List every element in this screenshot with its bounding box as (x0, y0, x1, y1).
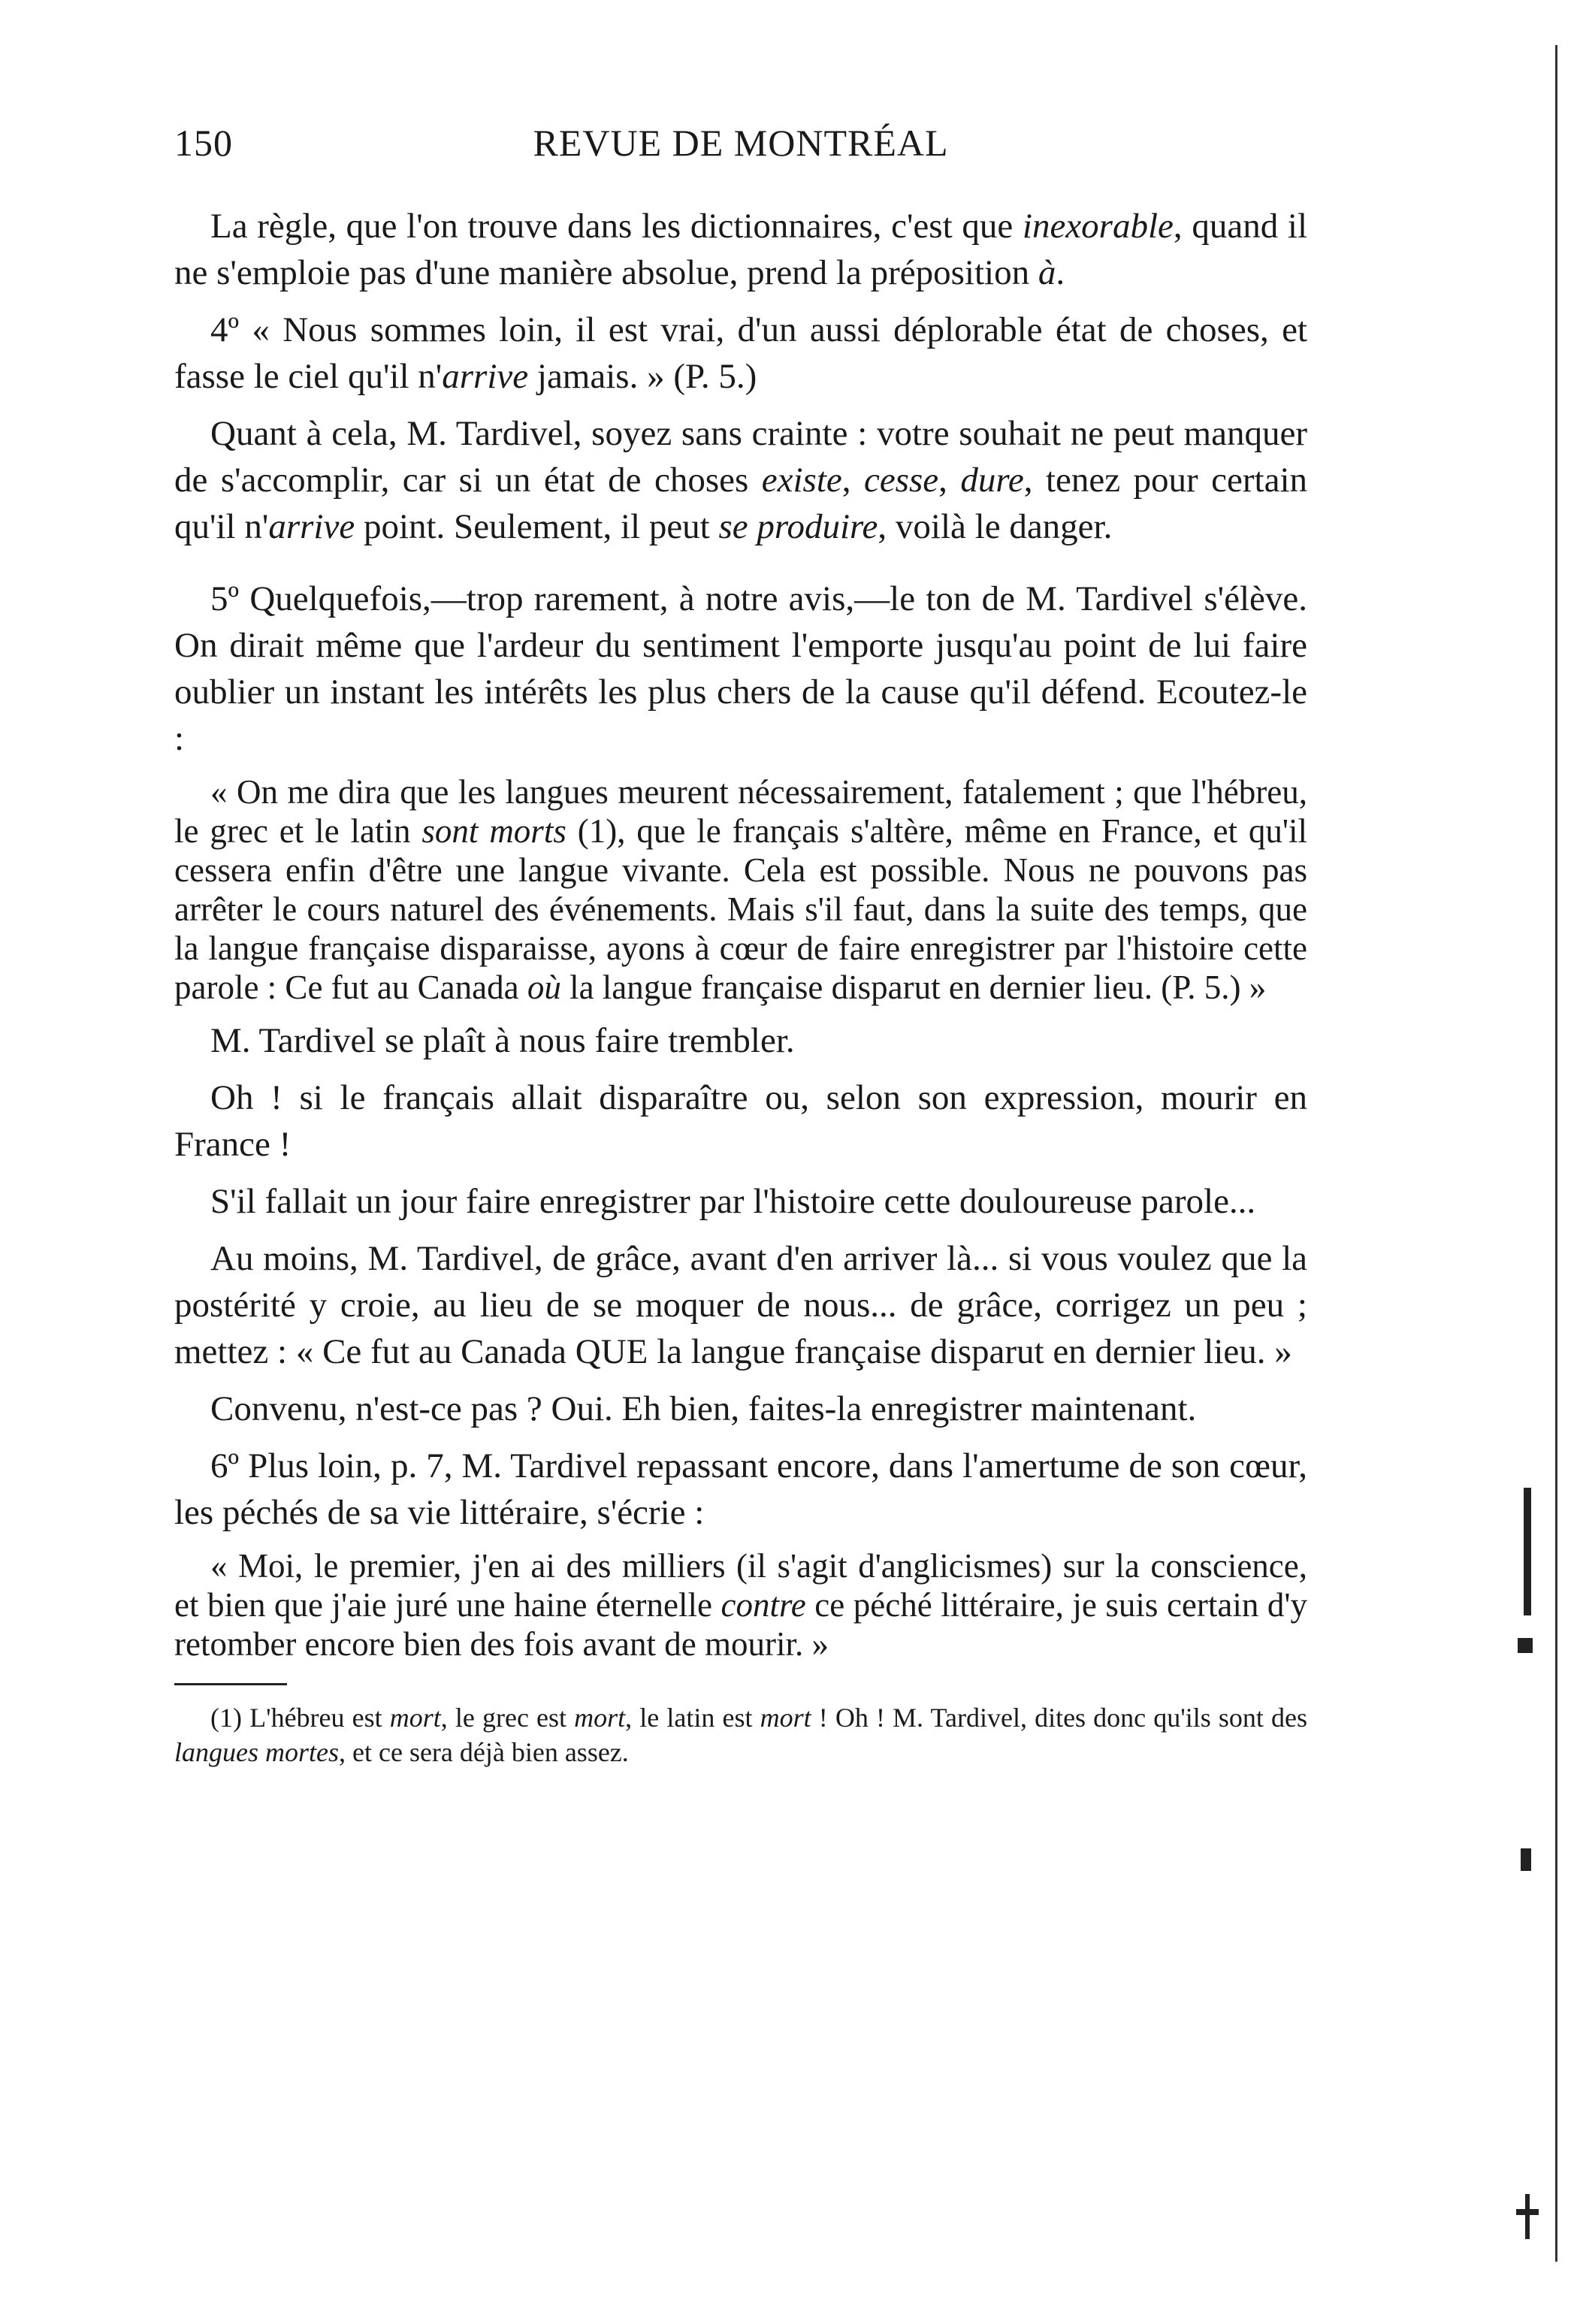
paragraph-item-5: 5º Quelquefois,—trop rarement, à notre avis,—le ton de M. Tardivel s'élève. On dirait même que l'ardeur du sentiment l'emporte jusqu'au point de lui faire oublier un instant les intérêts les plus chers de la cause qu'il défend. Ecoutez-le : (174, 579, 1307, 758)
italic-term: cesse (863, 461, 939, 500)
binding-mark (1524, 1488, 1531, 1615)
text-span: , voilà le danger. (878, 507, 1113, 546)
text-span: 4º « Nous sommes loin, il est vrai, d'un aussi déplorable état de choses, et fasse le ciel qu'il n' (174, 310, 1307, 396)
italic-term: langues mortes (174, 1737, 339, 1767)
text-span: . (1056, 253, 1065, 292)
text-span: La règle, que l'on trouve dans les dictionnaires, c'est que (210, 207, 1023, 246)
paragraph-item-4 (174, 307, 1307, 400)
text-span: « Moi, le premier, j'en ai des milliers (il s'agit d'anglicismes) sur la conscience, et bien que j'aie juré une haine éternelle (174, 1547, 1307, 1624)
text-span: , le grec est (440, 1703, 575, 1733)
main-text (174, 203, 1307, 1769)
italic-term: existe (761, 461, 842, 500)
italic-term: mort (574, 1703, 626, 1733)
binding-mark (1518, 1638, 1533, 1653)
scan-edge-line (1555, 45, 1557, 2262)
italic-term: contre (721, 1586, 806, 1624)
italic-term: inexorable (1022, 207, 1174, 246)
footnote-divider (174, 1683, 287, 1685)
quotation-1 (174, 772, 1307, 1007)
text-span: , tenez pour certain qu'il n' (174, 461, 1307, 546)
text-span: (1) L'hébreu est (210, 1703, 390, 1733)
text-span: point. Seulement, il peut (355, 507, 719, 546)
quotation-2 (174, 1546, 1307, 1664)
paragraph-tremble: M. Tardivel se plaît à nous faire trembler. (210, 1021, 795, 1060)
text-span: ce péché littéraire, je suis certain d'y retomber encore bien des fois avant de mourir. » (174, 1586, 1307, 1663)
text-span: , (841, 461, 864, 500)
text-span: (1), que le français s'altère, même en France, et qu'il cessera enfin d'être une langue vivante. Cela est possible. Nous ne pouvons pas arrêter le cours naturel des événements. Mais s'il faut, dans la suite des temps, que la langue française disparaisse, ayons à cœur de faire enregistrer par l'histoire cette parole : Ce fut au Canada (174, 812, 1307, 1006)
binding-mark (1521, 1848, 1531, 1871)
text-span: jamais. » (P. 5.) (528, 357, 757, 396)
text-span: « On me dira que les langues meurent nécessairement, fatalement ; que l'hébreu, le grec et le latin (174, 773, 1307, 850)
italic-term: sont morts (421, 812, 566, 850)
paragraph-rule (174, 203, 1307, 296)
book-page (174, 113, 1307, 1769)
paragraph-correction (174, 1235, 1307, 1375)
italic-term: se produire (718, 507, 878, 546)
text-span: , quand il ne s'emploie pas d'une manière absolue, prend la préposition (174, 207, 1307, 292)
paragraph-item-6: 6º Plus loin, p. 7, M. Tardivel repassant encore, dans l'amertume de son cœur, les péchés de sa vie littéraire, s'écrie : (174, 1446, 1307, 1532)
page-number: 150 (174, 122, 233, 164)
running-title: REVUE DE MONTRÉAL (533, 122, 949, 164)
text-span: , et ce sera déjà bien assez. (339, 1737, 629, 1767)
italic-term: mort (760, 1703, 811, 1733)
text-span: , (938, 461, 961, 500)
text-span: la langue française disparut en dernier lieu. » (648, 1332, 1292, 1371)
italic-term: arrive (268, 507, 355, 546)
small-caps-term: QUE (575, 1332, 648, 1371)
text-span: ! Oh ! M. Tardivel, dites donc qu'ils sont des (811, 1703, 1308, 1733)
text-span: Au moins, M. Tardivel, de grâce, avant d'en arriver là... si vous voulez que la postérité y croie, au lieu de se moquer de nous... de grâce, corrigez un peu ; mettez : « Ce fut au Canada (174, 1239, 1307, 1371)
paragraph-reply-4 (174, 410, 1307, 550)
italic-term: arrive (442, 357, 529, 396)
italic-term: à (1038, 253, 1056, 292)
text-span: , le latin est (625, 1703, 760, 1733)
italic-term: mort (389, 1703, 441, 1733)
italic-term: dure (960, 461, 1024, 500)
text-span: Quant à cela, M. Tardivel, soyez sans crainte : votre souhait ne peut manquer de s'accomplir, car si un état de choses (174, 414, 1307, 500)
italic-term: où (527, 969, 561, 1006)
binding-marks (1495, 1488, 1555, 2314)
paragraph-history: S'il fallait un jour faire enregistrer par l'histoire cette douloureuse parole... (210, 1182, 1256, 1221)
paragraph-oh: Oh ! si le français allait disparaître ou, selon son expression, mourir en France ! (174, 1078, 1307, 1164)
binding-mark (1525, 2194, 1530, 2239)
page-header (174, 113, 1307, 173)
footnote-1 (174, 1700, 1307, 1769)
paragraph-agreed: Convenu, n'est-ce pas ? Oui. Eh bien, faites-la enregistrer maintenant. (210, 1389, 1197, 1428)
text-span: la langue française disparut en dernier lieu. (P. 5.) » (560, 969, 1267, 1006)
